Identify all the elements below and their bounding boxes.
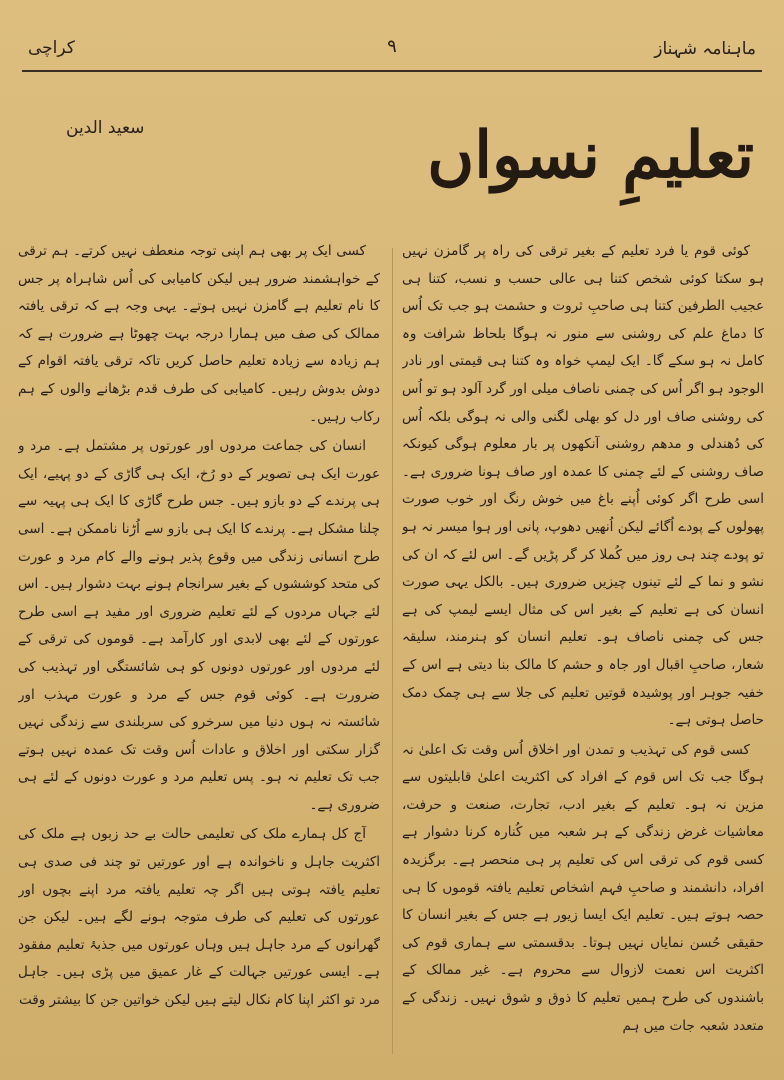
right-column	[402, 238, 764, 1068]
paragraph: کوئی قوم یا فرد تعلیم کے بغیر ترقی کی راہ پر گامزن نہیں ہو سکتا کوئی شخص کتنا ہی عالی حسب و نسب، کتنا ہی عجیب الطرفین کتنا ہی صاحبِ ثروت و حشمت ہو جب تک اُس کا دماغ علم کی روشنی سے منور نہ ہوگا بلحاظ شرافت وہ کامل نہ ہو سکے گا۔ ایک لیمپ خواہ وہ کتنا ہی قیمتی اور نادر الوجود ہو اگر اُس کی چمنی ناصاف میلی اور گرد آلود ہو تو اُس کی روشنی صاف اور دل کو بھلی لگنی والی نہ ہوگی بلکہ اُس کی دُھندلی و مدھم روشنی آنکھوں پر بار معلوم ہوگی کیونکہ صاف روشنی کے لئے چمنی کا عمدہ اور صاف ہونا ضروری ہے۔ اسی طرح اگر کوئی اُپنے باغ میں خوش رنگ اور خوب صورت پھولوں کے پودے اُگائے لیکن اُنھیں دھوپ، پانی اور ہوا میسر نہ ہو تو پودے چند ہی روز میں کُملا کر گر پڑیں گے۔ اس لئے کہ ان کی نشو و نما کے لئے تینوں چیزیں ضروری ہیں۔ بالکل یہی صورت انسان کی ہے تعلیم کے بغیر اس کی مثال ایسے لیمپ کی ہے جس کی چمنی ناصاف ہو۔ تعلیم انسان کو ہنرمند، سلیقہ شعار، صاحبِ اقبال اور جاہ و حشم کا مالک بنا دیتی ہے اس کے خفیہ جوہر اور پوشیدہ قوتیں تعلیم کی جلا سے ہی چمک دمک حاصل ہوتی ہے۔	[402, 243, 764, 729]
magazine-name: ماہنامہ شہناز	[654, 39, 756, 59]
article-title: تعلیمِ نسواں	[427, 118, 754, 193]
paragraph: آج کل ہمارے ملک کی تعلیمی حالت بے حد زبوں ہے ملک کی اکثریت جاہل و ناخواندہ ہے اور عورتیں تو چند فی صدی ہی تعلیم یافتہ ہوتی ہیں اگر چہ تعلیم یافتہ مرد اپنے بچوں اور عورتوں کی تعلیم کی طرف متوجہ ہونے لگے ہیں۔ لیکن جن گھرانوں کے مرد جاہل ہیں وہاں عورتوں میں جذبۂ تعلیم مفقود ہے۔ ایسی عورتیں جہالت کے غار عمیق میں پڑی ہیں۔ جاہل مرد تو اکثر اپنا کام نکال لیتے ہیں لیکن خواتین جن کا بیشتر وقت	[18, 826, 380, 1009]
left-column	[18, 238, 380, 1068]
paragraph: کسی ایک پر بھی ہم اپنی توجہ منعطف نہیں کرتے۔ ہم ترقی کے خواہشمند ضرور ہیں لیکن کامیابی کی اُس شاہراہ پر جس کا نام تعلیم ہے گامزن نہیں ہوتے۔ یہی وجہ ہے کہ ترقی یافتہ ممالک کی صف میں ہمارا درجہ بہت چھوٹا ہے ضرورت ہے کہ ہم زیادہ سے زیادہ تعلیم حاصل کریں تاکہ ترقی یافتہ اقوام کے دوش بدوش رہیں۔ کامیابی کی طرف قدم بڑھانے والوں کے ہم رکاب رہیں۔	[18, 243, 380, 425]
article-author: سعید الدین	[66, 118, 145, 138]
column-divider	[392, 248, 393, 1054]
paragraph: انسان کی جماعت مردوں اور عورتوں پر مشتمل ہے۔ مرد و عورت ایک ہی تصویر کے دو رُخ، ایک ہی گاڑی کے دو پہیے، ایک ہی پرندے کے دو بازو ہیں۔ جس طرح گاڑی کا ایک ہی پہیہ سے چلنا مشکل ہے۔ پرندے کا ایک ہی بازو سے اُڑنا ناممکن ہے۔ اسی طرح انسانی زندگی میں وقوع پذیر ہونے والے کام مرد و عورت کی متحد کوششوں کے بغیر سرانجام ہونے بہت دشوار ہیں۔ اس لئے جہاں مردوں کے لئے تعلیم ضروری اور مفید ہے اسی طرح عورتوں کے لئے بھی لابدی اور کارآمد ہے۔ قوموں کی ترقی کے لئے مردوں اور عورتوں دونوں کو ہی شائستگی اور تہذیب کی ضرورت ہے۔ کوئی قوم جس کے مرد و عورت مہذب اور شائستہ نہ ہوں دنیا میں سرخرو کی سربلندی سے زندگی نہیں گزار سکتی اور اخلاق و عادات اُس وقت تک عمدہ نہیں ہوتے جب تک تعلیم نہ ہو۔ پس تعلیم مرد و عورت دونوں کے لئے ہی ضروری ہے۔	[18, 438, 380, 813]
paragraph: کسی قوم کی تہذیب و تمدن اور اخلاق اُس وقت تک اعلیٰ نہ ہوگا جب تک اس قوم کے افراد کی اکثریت اعلیٰ قابلیتوں سے مزین نہ ہو۔ تعلیم کے بغیر ادب، تجارت، صنعت و حرفت، معاشیات غرض زندگی کے ہر شعبہ میں کُنارہ کرنا دشوار ہے کسی قوم کی ترقی اس کی تعلیم پر ہی منحصر ہے۔ برگزیدہ افراد، دانشمند و صاحبِ فہم اشخاص تعلیم یافتہ قوموں کا ہی حصہ ہوتے ہیں۔ تعلیم ایک ایسا زیور ہے جس کے بغیر انسان کا حقیقی حُسن نمایاں نہیں ہوتا۔ بدقسمتی سے ہماری قوم کی اکثریت اس نعمت لازوال سے محروم ہے۔ غیر ممالک کے باشندوں کی طرح ہمیں تعلیم کا ذوق و شوق نہیں۔ زندگی کے متعدد شعبہ جات میں ہم	[402, 741, 764, 1034]
page-number: ۹	[387, 36, 397, 57]
city-name: کراچی	[28, 38, 75, 58]
page-header	[22, 30, 762, 72]
